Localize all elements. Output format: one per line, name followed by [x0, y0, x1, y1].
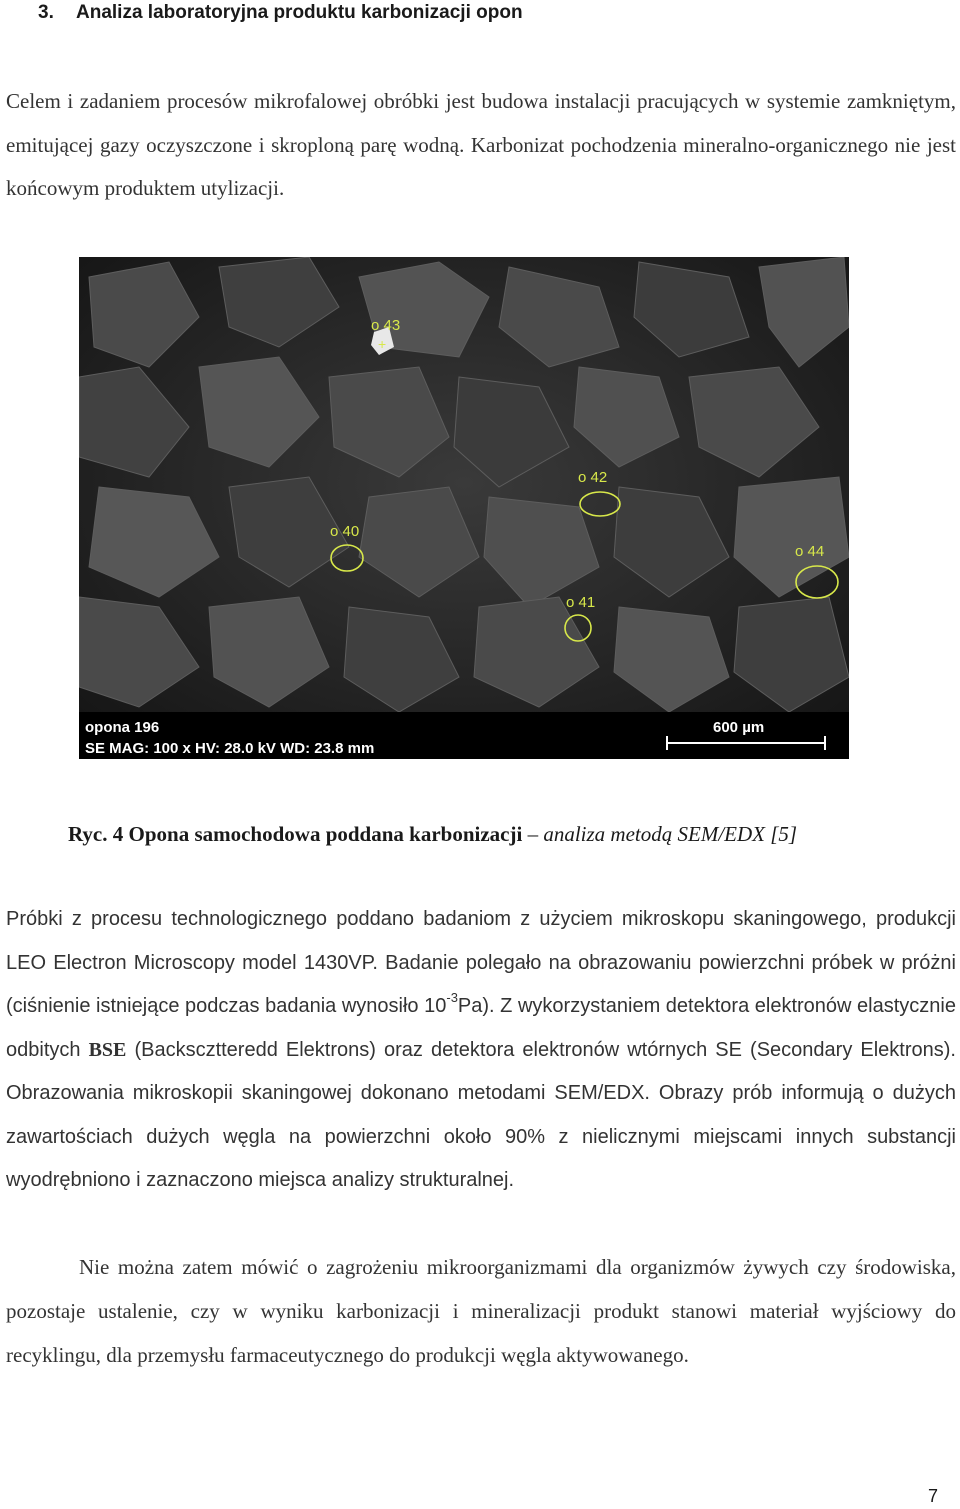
- marker-label-44: o 44: [795, 543, 825, 560]
- method-text-part2: Pa). Z wykorzystaniem detektora elektronów elastycznie odbitych: [6, 995, 956, 1061]
- marker-label-40: o 40: [330, 523, 360, 540]
- section-number: 3.: [38, 2, 54, 23]
- method-text-part3: (Backscztteredd Elektrons) oraz detektora elektronów wtórnych SE (Secondary Elektrons). Obrazowania mikroskopii skaningowej dokonano metodami SEM/EDX. Obrazy prób informują o dużych zawartościach dużych węgla na powierzchni około 90% z nielicznymi miejscami innych substancji wyodrębniono i zaznaczono miejsca analizy strukturalnej.: [6, 1038, 956, 1191]
- method-text-part1: Próbki z procesu technologicznego poddano badaniom z użyciem mikroskopu skaningowego, produkcji LEO Electron Microscopy model 1430VP. Badanie polegało na obrazowaniu powierzchni próbek w próżni (ciśnienie istniejące podczas badania wynosiło 10: [6, 908, 956, 1017]
- conclusion-paragraph: Nie można zatem mówić o zagrożeniu mikroorganizmami dla organizmów żywych czy środowiska, pozostaje ustalenie, czy w wyniku karbonizacji i mineralizacji produkt stanowi materiał wyjściowy do recyklingu, dla przemysłu farmaceutycznego do produkcji węgla aktywowanego.: [6, 1255, 956, 1367]
- marker-label-43: o 43: [371, 317, 401, 334]
- intro-paragraph: Celem i zadaniem procesów mikrofalowej obróbki jest budowa instalacji pracujących w systemie zamkniętym, emitującej gazy oczyszczone i skroploną parę wodną. Karbonizat pochodzenia mineralno-organicznego nie jest końcowym produktem utylizacji.: [6, 89, 956, 200]
- method-paragraph: [6, 898, 956, 1203]
- sem-micrograph: [79, 257, 849, 759]
- scale-label: 600 µm: [713, 719, 765, 736]
- instrument-params: SE MAG: 100 x HV: 28.0 kV WD: 23.8 mm: [85, 740, 375, 757]
- caption-dash: –: [527, 822, 539, 846]
- crosshair-icon: +: [378, 336, 387, 352]
- bse-term: BSE: [88, 1038, 127, 1061]
- sample-label: opona 196: [85, 719, 160, 736]
- section-heading: [38, 0, 938, 26]
- caption-lead: Ryc. 4 Opona samochodowa poddana karbonizacji: [68, 822, 523, 846]
- pressure-exponent: -3: [446, 990, 458, 1006]
- page-number: 7: [927, 1486, 938, 1506]
- caption-method: analiza metodą SEM/EDX [5]: [543, 822, 798, 846]
- marker-label-41: o 41: [566, 594, 596, 611]
- marker-label-42: o 42: [578, 469, 608, 486]
- figure-caption: [68, 816, 948, 852]
- section-title: Analiza laboratoryjna produktu karbonizacji opon: [76, 2, 523, 23]
